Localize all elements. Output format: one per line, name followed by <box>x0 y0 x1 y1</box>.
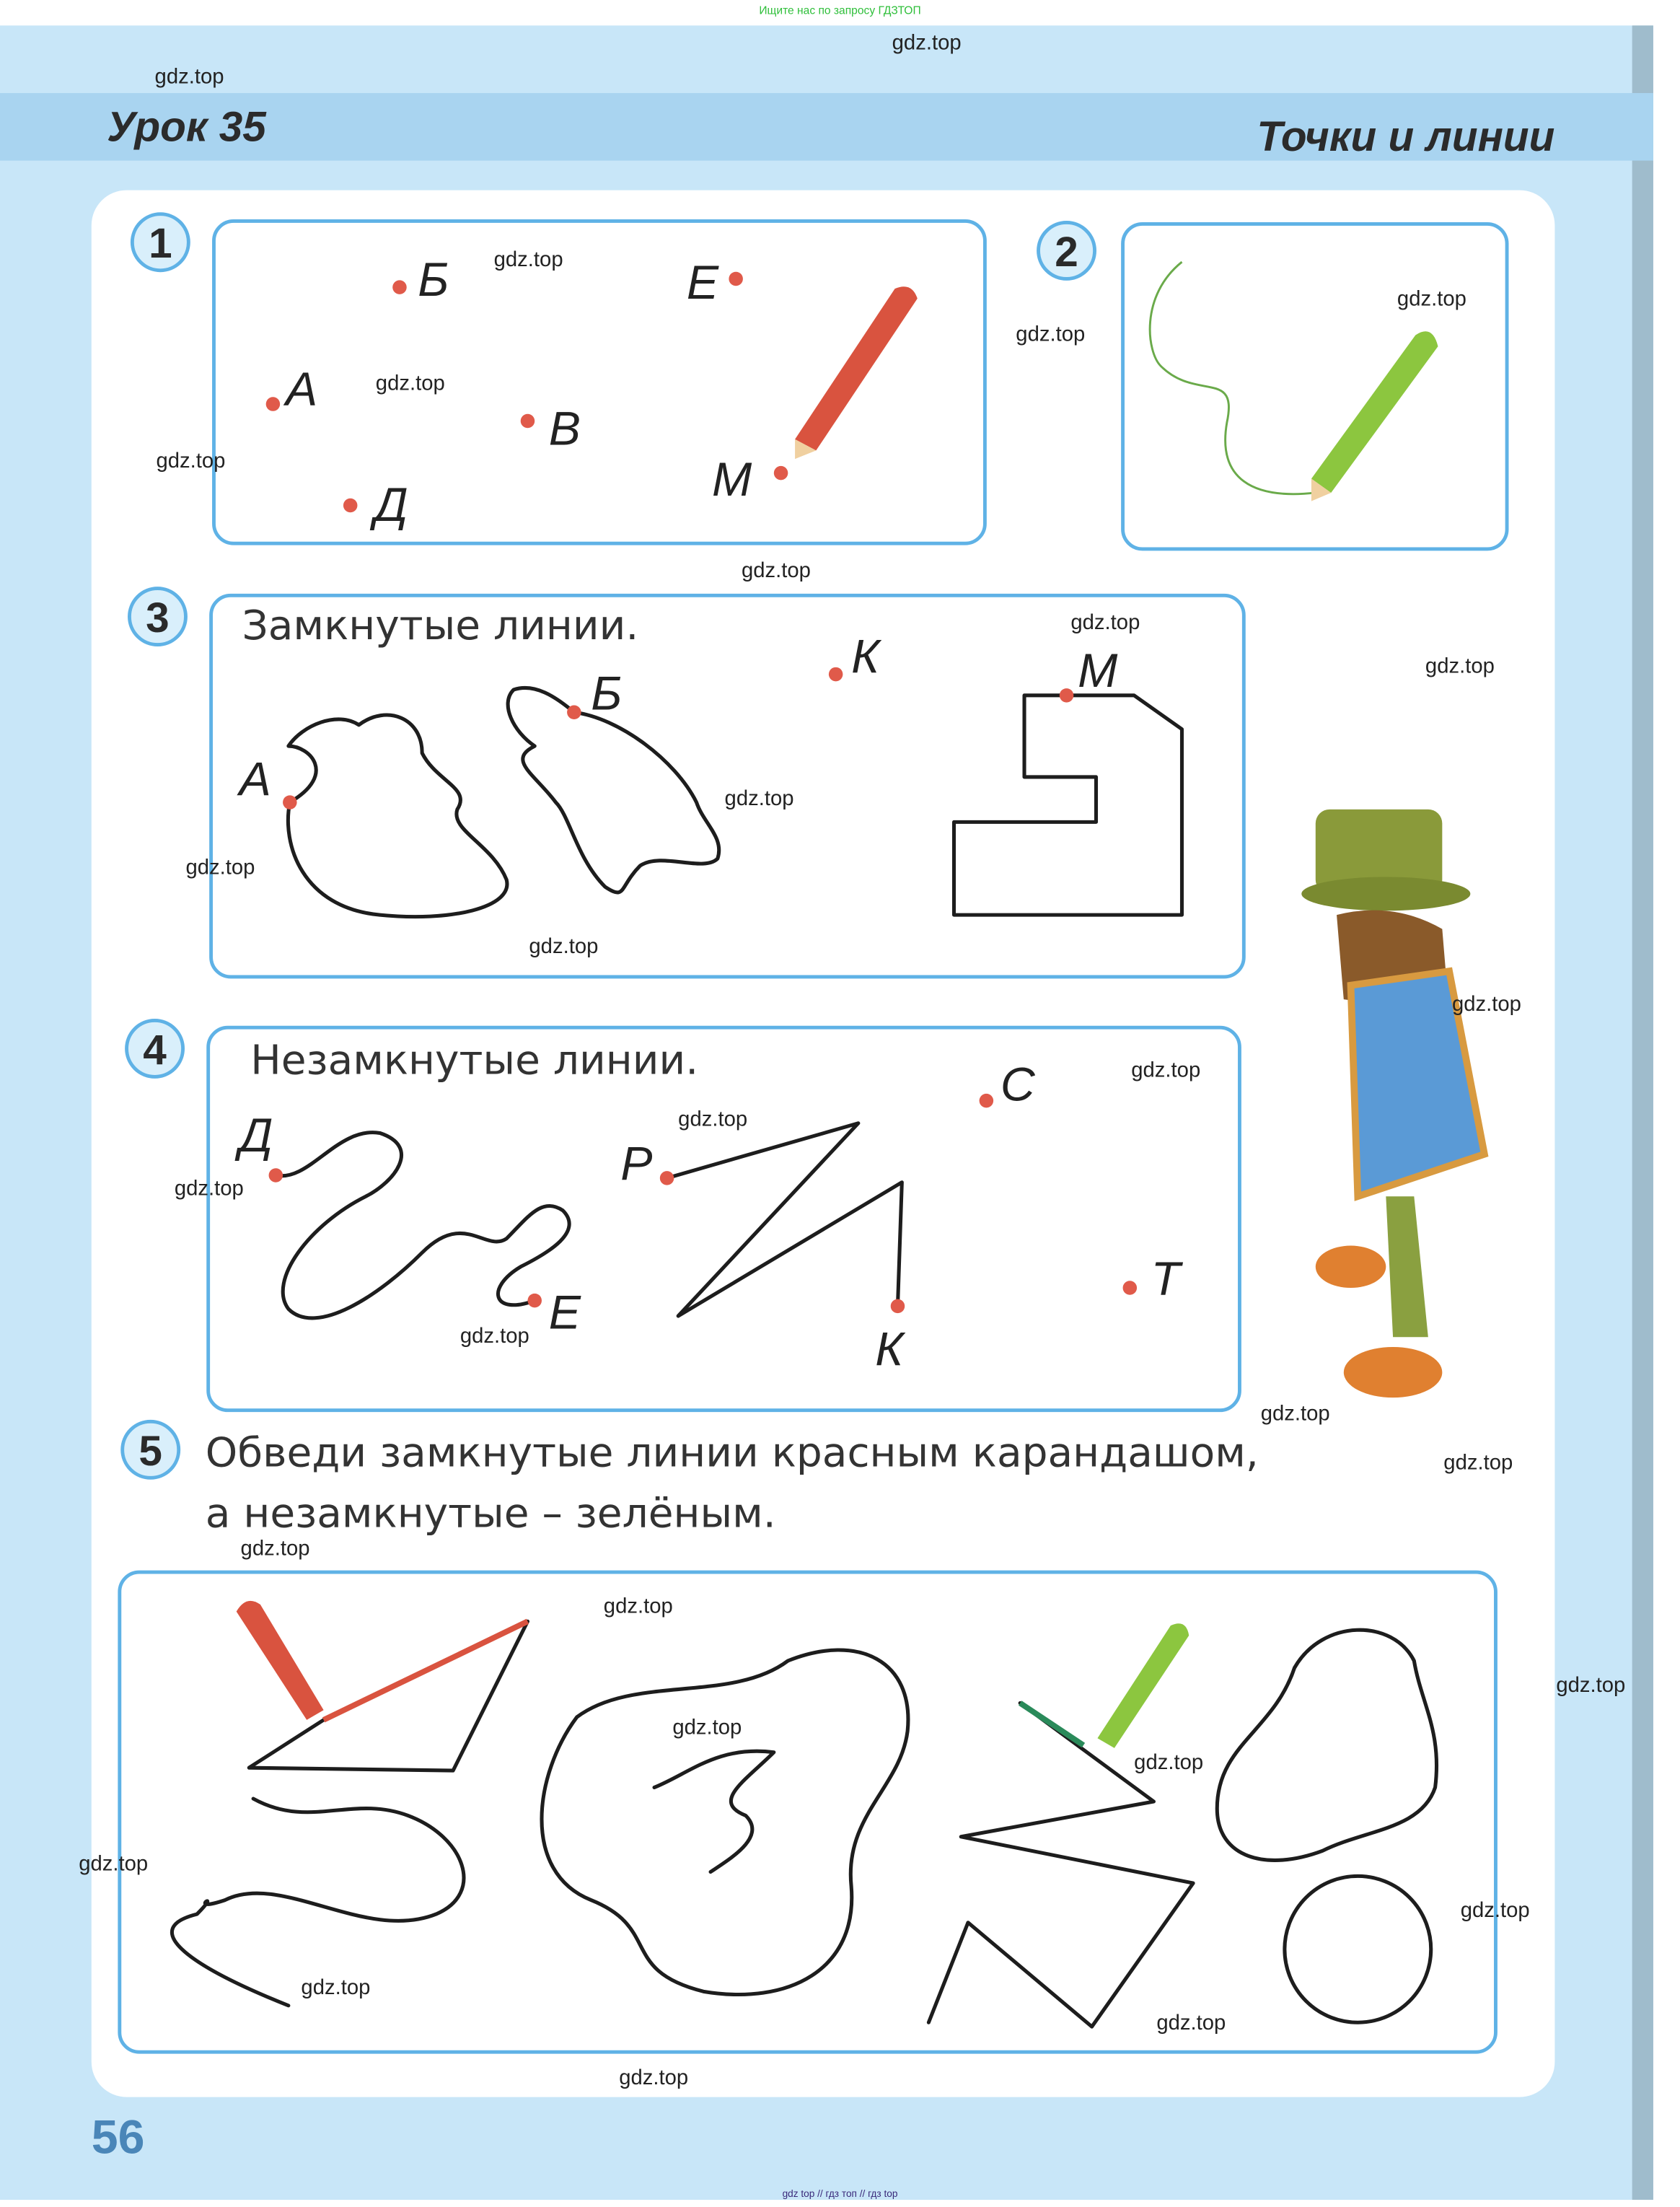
watermark: gdz.top <box>678 1107 748 1131</box>
topic-title: Точки и линии <box>1257 113 1555 160</box>
task-instruction: Обведи замкнутые линии красным карандашом, <box>205 1429 1259 1477</box>
watermark: gdz.top <box>174 1177 244 1201</box>
task-number: 3 <box>146 594 170 642</box>
watermark: gdz.top <box>1397 287 1466 311</box>
task-title: Замкнутые линии. <box>242 601 639 649</box>
point-label: Б <box>418 253 449 307</box>
watermark: gdz.top <box>375 372 445 395</box>
watermark: gdz.top <box>154 65 224 89</box>
watermark: gdz.top <box>1131 1058 1201 1082</box>
watermark: gdz.top <box>240 1537 310 1561</box>
point-label: К <box>875 1322 904 1377</box>
task-number: 5 <box>138 1427 162 1475</box>
point-label: А <box>239 753 271 807</box>
point-label: Д <box>239 1108 273 1162</box>
point-label: Т <box>1151 1252 1181 1306</box>
task-number: 4 <box>143 1026 167 1074</box>
watermark: gdz.top <box>1016 323 1086 346</box>
watermark: gdz.top <box>1260 1402 1330 1426</box>
task-number: 1 <box>149 220 172 268</box>
watermark: gdz.top <box>79 1852 149 1876</box>
watermark: gdz.top <box>301 1976 371 2000</box>
point-label: Е <box>686 255 719 310</box>
watermark: gdz.top <box>185 856 255 879</box>
watermark: gdz.top <box>741 558 811 582</box>
point-label: С <box>1000 1058 1035 1112</box>
watermark: gdz.top <box>1156 2011 1226 2035</box>
watermark: gdz.top <box>892 31 962 55</box>
watermark: gdz.top <box>1134 1751 1204 1775</box>
task-4 <box>127 1020 1240 1410</box>
watermark: gdz.top <box>529 934 599 958</box>
point-label: К <box>851 630 880 684</box>
watermark: gdz.top <box>1460 1898 1530 1922</box>
point-label: Р <box>620 1136 653 1190</box>
task-title: Незамкнутые линии. <box>250 1036 699 1084</box>
watermark: gdz.top <box>1070 611 1140 635</box>
watermark: gdz.top <box>1452 992 1521 1016</box>
bottom-banner: gdz top // гдз топ // гдз top <box>782 2188 898 2200</box>
point-label: Е <box>548 1286 581 1340</box>
watermark: gdz.top <box>156 449 226 473</box>
watermark: gdz.top <box>459 1325 529 1348</box>
watermark: gdz.top <box>493 247 563 271</box>
lesson-title: Урок 35 <box>107 103 266 151</box>
point-label: А <box>285 363 318 417</box>
watermark: gdz.top <box>672 1716 742 1739</box>
point-label: М <box>1078 644 1118 698</box>
watermark: gdz.top <box>619 2066 689 2090</box>
task-3 <box>129 589 1244 977</box>
watermark: gdz.top <box>1556 1673 1626 1697</box>
watermark: gdz.top <box>1425 654 1495 678</box>
point-label: М <box>711 452 752 506</box>
page-number: 56 <box>91 2110 145 2164</box>
watermark: gdz.top <box>1443 1451 1513 1475</box>
point-label: В <box>548 402 581 456</box>
point-label: Б <box>591 667 623 721</box>
task-number: 2 <box>1055 228 1078 276</box>
point-label: Д <box>374 478 408 532</box>
watermark: gdz.top <box>724 786 794 810</box>
watermark: gdz.top <box>603 1594 673 1618</box>
task-instruction: а незамкнутые – зелёным. <box>205 1489 776 1537</box>
top-banner: Ищите нас по запросу ГДЗТОП <box>759 4 921 17</box>
